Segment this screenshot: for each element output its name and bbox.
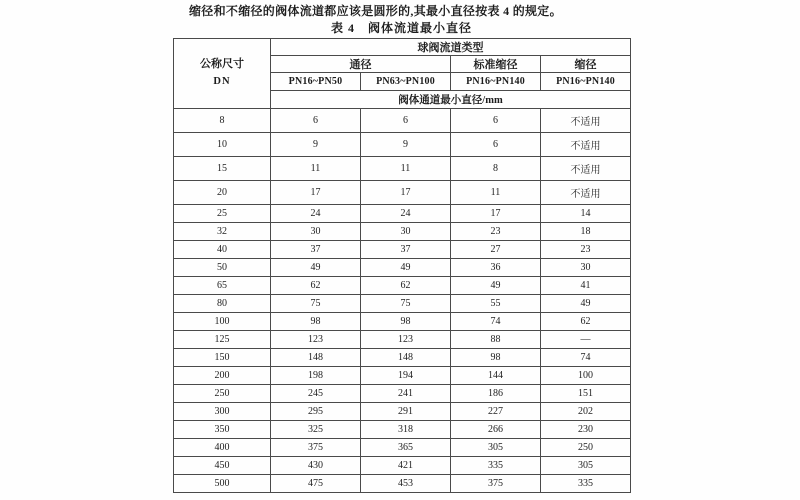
value-cell: 6 bbox=[271, 109, 361, 133]
table-row bbox=[174, 295, 631, 313]
value-cell: 75 bbox=[361, 295, 451, 313]
corner-header-cell bbox=[174, 39, 271, 109]
table-row bbox=[174, 223, 631, 241]
dn-cell: 200 bbox=[174, 367, 271, 385]
dn-cell: 40 bbox=[174, 241, 271, 259]
value-cell: 123 bbox=[271, 331, 361, 349]
value-cell: 36 bbox=[451, 259, 541, 277]
value-cell: 98 bbox=[361, 313, 451, 331]
value-cell: 30 bbox=[271, 223, 361, 241]
value-cell: 88 bbox=[451, 331, 541, 349]
dn-cell: 500 bbox=[174, 475, 271, 493]
value-cell: 62 bbox=[361, 277, 451, 295]
value-cell: 37 bbox=[361, 241, 451, 259]
value-cell: 325 bbox=[271, 421, 361, 439]
dn-cell: 125 bbox=[174, 331, 271, 349]
value-cell: 100 bbox=[541, 367, 631, 385]
value-cell: 41 bbox=[541, 277, 631, 295]
dn-cell: 32 bbox=[174, 223, 271, 241]
dn-cell: 15 bbox=[174, 157, 271, 181]
dn-cell: 400 bbox=[174, 439, 271, 457]
value-cell: 98 bbox=[271, 313, 361, 331]
table-row bbox=[174, 367, 631, 385]
table-row bbox=[174, 259, 631, 277]
table-row bbox=[174, 277, 631, 295]
value-cell: 74 bbox=[451, 313, 541, 331]
value-cell: 49 bbox=[271, 259, 361, 277]
value-cell: 421 bbox=[361, 457, 451, 475]
value-cell: 144 bbox=[451, 367, 541, 385]
value-cell: 123 bbox=[361, 331, 451, 349]
value-cell: 375 bbox=[451, 475, 541, 493]
value-cell: 55 bbox=[451, 295, 541, 313]
intro-paragraph: 缩径和不缩径的阀体流道都应该是圆形的,其最小直径按表 4 的规定。 bbox=[189, 4, 562, 18]
value-cell: 17 bbox=[361, 181, 451, 205]
value-cell: 241 bbox=[361, 385, 451, 403]
value-cell: 62 bbox=[271, 277, 361, 295]
value-cell: 不适用 bbox=[541, 109, 631, 133]
value-cell: 27 bbox=[451, 241, 541, 259]
value-cell: 18 bbox=[541, 223, 631, 241]
corner-subheader-label: DN bbox=[213, 76, 231, 88]
value-cell: 74 bbox=[541, 349, 631, 367]
value-cell: 227 bbox=[451, 403, 541, 421]
value-cell: 24 bbox=[361, 205, 451, 223]
dn-cell: 250 bbox=[174, 385, 271, 403]
table-row bbox=[174, 313, 631, 331]
dn-cell: 150 bbox=[174, 349, 271, 367]
value-cell: 49 bbox=[541, 295, 631, 313]
table-row bbox=[174, 331, 631, 349]
value-cell: 305 bbox=[541, 457, 631, 475]
unit-header-cell: 阀体通道最小直径/mm bbox=[271, 91, 631, 109]
value-cell: 295 bbox=[271, 403, 361, 421]
value-cell: 230 bbox=[541, 421, 631, 439]
value-cell: 62 bbox=[541, 313, 631, 331]
value-cell: 75 bbox=[271, 295, 361, 313]
dn-cell: 300 bbox=[174, 403, 271, 421]
value-cell: 430 bbox=[271, 457, 361, 475]
value-cell: 11 bbox=[361, 157, 451, 181]
table-row bbox=[174, 475, 631, 493]
value-cell: 305 bbox=[451, 439, 541, 457]
pn-header-cell: PN16~PN140 bbox=[451, 73, 541, 91]
value-cell: 365 bbox=[361, 439, 451, 457]
dn-cell: 65 bbox=[174, 277, 271, 295]
pn-header-cell: PN16~PN140 bbox=[541, 73, 631, 91]
table-row bbox=[174, 109, 631, 133]
valve-bore-table bbox=[173, 38, 631, 493]
value-cell: 49 bbox=[361, 259, 451, 277]
value-cell: 335 bbox=[451, 457, 541, 475]
value-cell: 151 bbox=[541, 385, 631, 403]
value-cell: 250 bbox=[541, 439, 631, 457]
value-cell: 不适用 bbox=[541, 133, 631, 157]
value-cell: 14 bbox=[541, 205, 631, 223]
value-cell: 6 bbox=[361, 109, 451, 133]
value-cell: 375 bbox=[271, 439, 361, 457]
table-body bbox=[174, 109, 631, 493]
table-row bbox=[174, 241, 631, 259]
value-cell: 148 bbox=[271, 349, 361, 367]
type-header-reduced: 缩径 bbox=[541, 56, 631, 73]
pn-header-cell: PN16~PN50 bbox=[271, 73, 361, 91]
dn-cell: 50 bbox=[174, 259, 271, 277]
dn-cell: 80 bbox=[174, 295, 271, 313]
value-cell: 30 bbox=[361, 223, 451, 241]
pn-header-cell: PN63~PN100 bbox=[361, 73, 451, 91]
value-cell: 198 bbox=[271, 367, 361, 385]
type-header-standard-reduced: 标准缩径 bbox=[451, 56, 541, 73]
table-row bbox=[174, 181, 631, 205]
dn-cell: 450 bbox=[174, 457, 271, 475]
dn-cell: 8 bbox=[174, 109, 271, 133]
table-row bbox=[174, 385, 631, 403]
dn-cell: 20 bbox=[174, 181, 271, 205]
dn-cell: 100 bbox=[174, 313, 271, 331]
value-cell: 11 bbox=[271, 157, 361, 181]
dn-cell: 10 bbox=[174, 133, 271, 157]
value-cell: 49 bbox=[451, 277, 541, 295]
value-cell: 8 bbox=[451, 157, 541, 181]
value-cell: 不适用 bbox=[541, 157, 631, 181]
value-cell: 475 bbox=[271, 475, 361, 493]
table-row bbox=[174, 205, 631, 223]
value-cell: 17 bbox=[451, 205, 541, 223]
value-cell: — bbox=[541, 331, 631, 349]
value-cell: 23 bbox=[541, 241, 631, 259]
value-cell: 9 bbox=[361, 133, 451, 157]
value-cell: 30 bbox=[541, 259, 631, 277]
value-cell: 17 bbox=[271, 181, 361, 205]
value-cell: 266 bbox=[451, 421, 541, 439]
value-cell: 186 bbox=[451, 385, 541, 403]
value-cell: 148 bbox=[361, 349, 451, 367]
table-row bbox=[174, 439, 631, 457]
dn-cell: 350 bbox=[174, 421, 271, 439]
value-cell: 24 bbox=[271, 205, 361, 223]
table-row bbox=[174, 421, 631, 439]
value-cell: 202 bbox=[541, 403, 631, 421]
table-header bbox=[174, 39, 631, 109]
value-cell: 335 bbox=[541, 475, 631, 493]
table-row bbox=[174, 457, 631, 475]
value-cell: 98 bbox=[451, 349, 541, 367]
table-row bbox=[174, 403, 631, 421]
corner-header-label: 公称尺寸 bbox=[200, 57, 244, 70]
value-cell: 453 bbox=[361, 475, 451, 493]
value-cell: 23 bbox=[451, 223, 541, 241]
value-cell: 9 bbox=[271, 133, 361, 157]
value-cell: 37 bbox=[271, 241, 361, 259]
value-cell: 不适用 bbox=[541, 181, 631, 205]
table-title: 表 4 阀体流道最小直径 bbox=[330, 21, 472, 35]
type-header-bore: 通径 bbox=[271, 56, 451, 73]
value-cell: 318 bbox=[361, 421, 451, 439]
value-cell: 6 bbox=[451, 109, 541, 133]
value-cell: 245 bbox=[271, 385, 361, 403]
dn-cell: 25 bbox=[174, 205, 271, 223]
group-header-cell: 球阀流道类型 bbox=[271, 39, 631, 56]
table-row bbox=[174, 349, 631, 367]
table-row bbox=[174, 133, 631, 157]
value-cell: 194 bbox=[361, 367, 451, 385]
value-cell: 291 bbox=[361, 403, 451, 421]
table-row bbox=[174, 157, 631, 181]
value-cell: 6 bbox=[451, 133, 541, 157]
value-cell: 11 bbox=[451, 181, 541, 205]
